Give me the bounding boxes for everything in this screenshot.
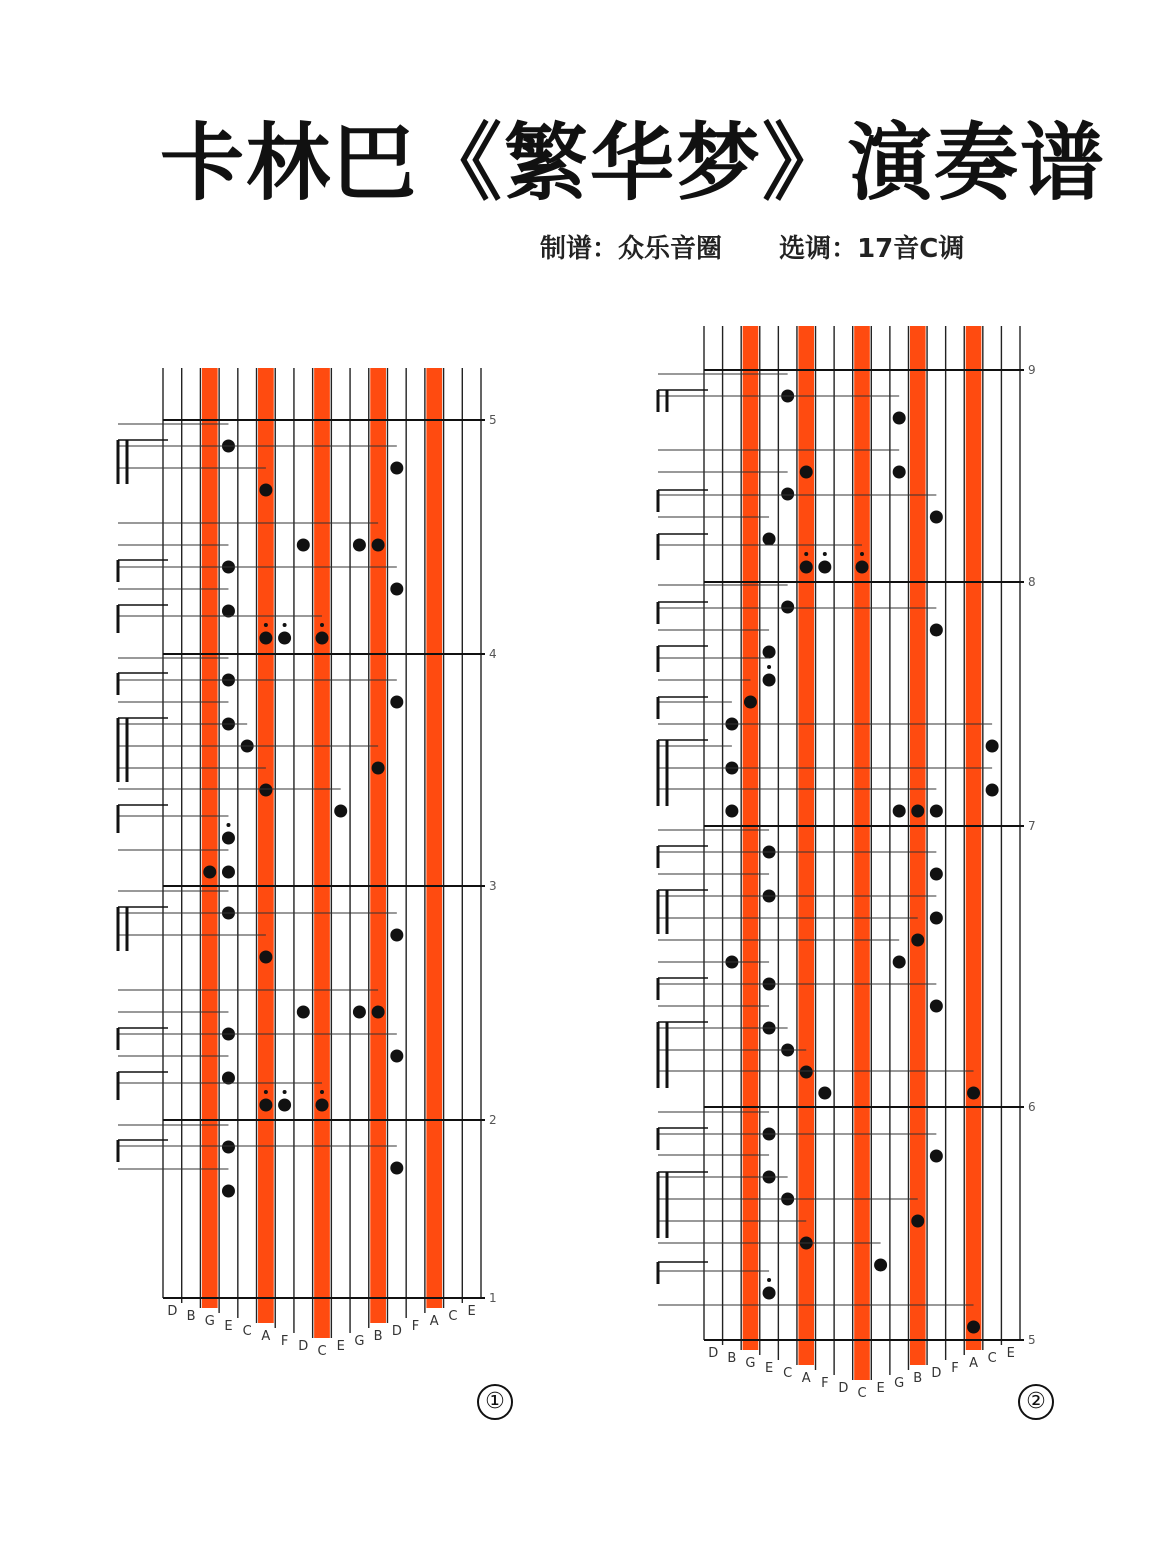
key-label: E: [467, 1304, 476, 1319]
note: [763, 646, 776, 659]
note: [818, 561, 831, 574]
note: [856, 561, 869, 574]
key-label: C: [317, 1344, 327, 1359]
note: [763, 533, 776, 546]
octave-dot: [823, 552, 827, 556]
note: [818, 1087, 831, 1100]
arranger-credit: 制谱：众乐音圈: [540, 234, 723, 264]
key-label: C: [448, 1309, 458, 1324]
octave-dot: [767, 665, 771, 669]
key-label: D: [931, 1366, 942, 1381]
note: [967, 1321, 980, 1334]
note: [893, 956, 906, 969]
key-label: B: [186, 1309, 196, 1324]
highlighted-tine: [798, 326, 814, 1365]
measure-number: 5: [489, 413, 497, 427]
note: [893, 805, 906, 818]
note: [930, 1150, 943, 1163]
note: [763, 674, 776, 687]
octave-dot: [767, 1278, 771, 1282]
key-label: A: [429, 1314, 439, 1329]
note: [893, 466, 906, 479]
key-label: F: [280, 1334, 289, 1349]
measure-number: 5: [1028, 1333, 1036, 1347]
note: [744, 696, 757, 709]
key-label: B: [373, 1329, 383, 1344]
measure-number: 8: [1028, 575, 1036, 589]
note: [986, 740, 999, 753]
note: [930, 912, 943, 925]
note: [930, 805, 943, 818]
measure-number: 1: [489, 1291, 497, 1305]
key-label: E: [764, 1361, 774, 1376]
measure-number: 6: [1028, 1100, 1036, 1114]
highlighted-tine: [966, 326, 982, 1350]
note: [874, 1259, 887, 1272]
key-label: A: [261, 1329, 271, 1344]
measure-number: 4: [489, 647, 497, 661]
note: [930, 511, 943, 524]
key-label: G: [354, 1334, 365, 1349]
note: [930, 1000, 943, 1013]
key-label: B: [727, 1351, 737, 1366]
note: [930, 624, 943, 637]
note: [930, 868, 943, 881]
note: [911, 1215, 924, 1228]
key-label: E: [336, 1339, 345, 1354]
key-label: D: [298, 1339, 309, 1354]
key-label: E: [1006, 1346, 1015, 1361]
note: [893, 412, 906, 425]
note: [781, 488, 794, 501]
highlighted-tine: [910, 326, 926, 1365]
note: [967, 1087, 980, 1100]
key-label: F: [411, 1319, 420, 1334]
key-label: B: [913, 1371, 923, 1386]
note: [986, 784, 999, 797]
note: [781, 601, 794, 614]
key-label: F: [951, 1361, 959, 1376]
measure-number: 7: [1028, 819, 1036, 833]
key-label: F: [821, 1376, 829, 1391]
page-number-1: ①: [477, 1384, 513, 1420]
note: [800, 466, 813, 479]
octave-dot: [804, 552, 808, 556]
measure-number: 2: [489, 1113, 497, 1127]
page-number-2: ②: [1018, 1384, 1054, 1420]
key-label: G: [745, 1356, 756, 1371]
page-title: 卡林巴《繁华梦》演奏谱: [160, 114, 1107, 212]
key-label: C: [242, 1324, 252, 1339]
key-label: D: [838, 1381, 849, 1396]
key-credit: 选调：17音C调: [779, 234, 965, 264]
key-label: C: [987, 1351, 997, 1366]
note: [911, 805, 924, 818]
key-label: A: [801, 1371, 811, 1386]
highlighted-tine: [743, 326, 759, 1350]
note: [800, 1066, 813, 1079]
octave-dot: [860, 552, 864, 556]
key-label: G: [894, 1376, 905, 1391]
key-label: G: [204, 1314, 215, 1329]
key-label: C: [783, 1366, 793, 1381]
key-label: D: [167, 1304, 178, 1319]
key-label: C: [857, 1386, 867, 1401]
key-label: E: [224, 1319, 233, 1334]
key-label: A: [969, 1356, 978, 1371]
highlighted-tine: [854, 326, 870, 1380]
note: [911, 934, 924, 947]
note: [800, 561, 813, 574]
measure-number: 3: [489, 879, 497, 893]
note: [763, 1287, 776, 1300]
key-label: D: [391, 1324, 402, 1339]
note: [725, 805, 738, 818]
measure-number: 9: [1028, 363, 1036, 377]
key-label: D: [708, 1346, 719, 1361]
key-label: E: [876, 1381, 885, 1396]
